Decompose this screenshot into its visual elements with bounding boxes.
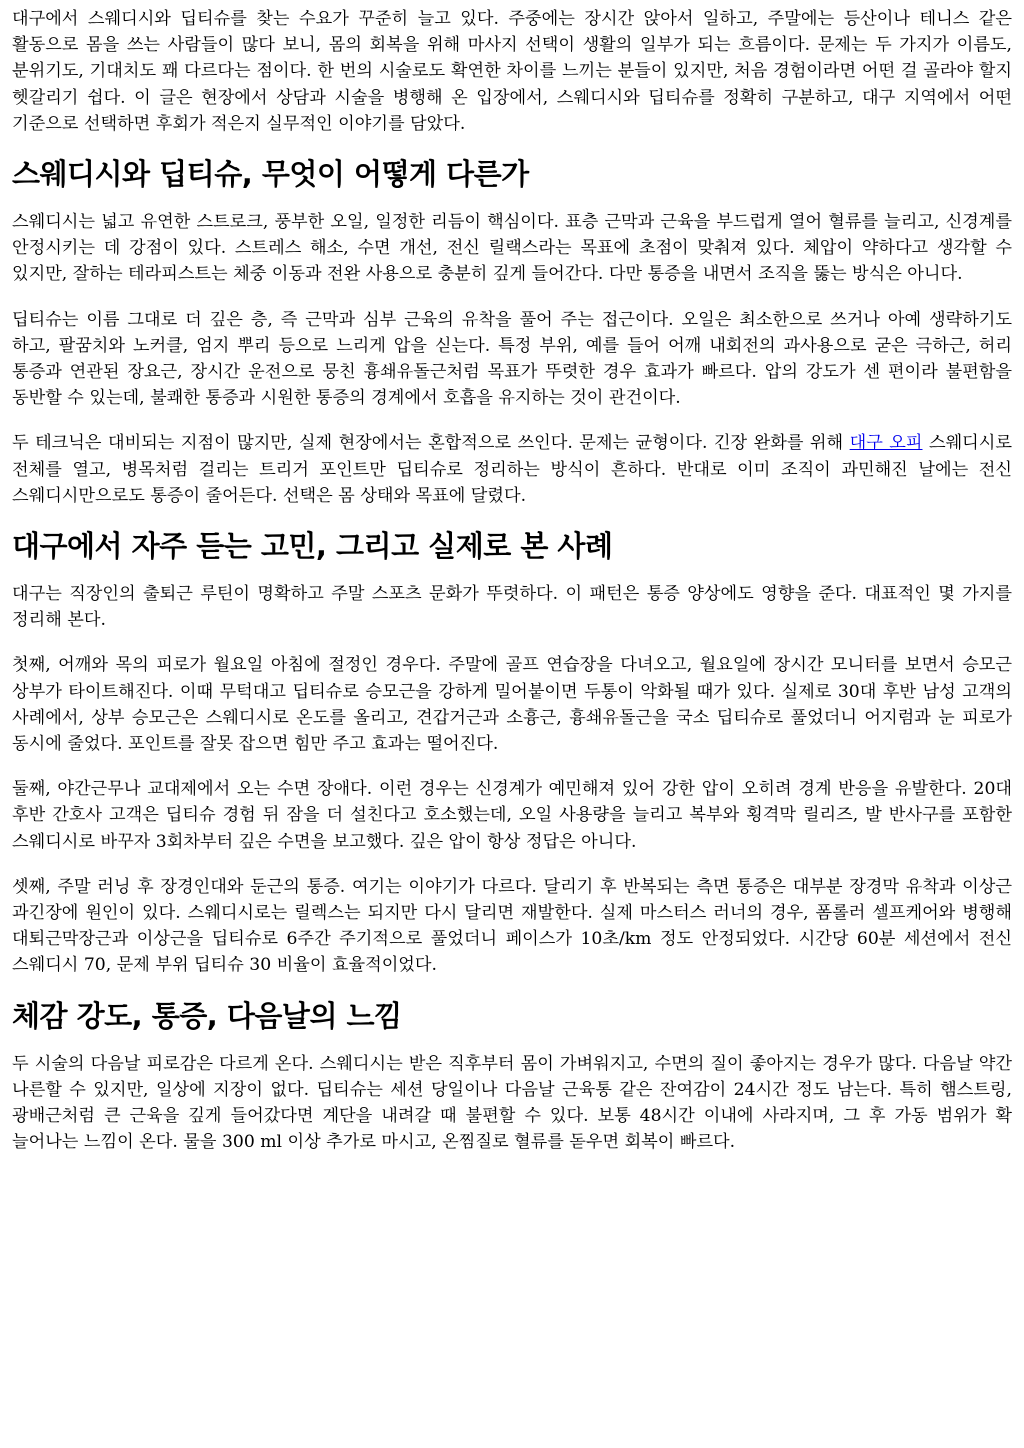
combination-text-after: 스웨디시로 전체를 열고, 병목처럼 걸리는 트리거 포인트만 딥티슈로 정리하는 방식이 흔하다. 반대로 이미 조직이 과민해진 날에는 전신 스웨디시만으로도 통증이 줄어든다. 선택은 몸 상태와 목표에 달렸다. <box>12 433 1012 506</box>
deep-tissue-paragraph: 딥티슈는 이름 그대로 더 깊은 층, 즉 근막과 심부 근육의 유착을 풀어 주는 접근이다. 오일은 최소한으로 쓰거나 아예 생략하기도 하고, 팔꿈치와 노커클, 엄지 뿌리 등으로 느리게 압을 싣는다. 특정 부위, 예를 들어 어깨 내회전의 과사용으로 굳은 극하근, 허리 통증과 연관된 장요근, 장시간 운전으로 뭉친 흉쇄유돌근처럼 목표가 뚜렷한 경우 효과가 빠르다. 압의 강도가 센 편이라 불편함을 동반할 수 있는데, 불쾌한 통증과 시원한 통증의 경계에서 호흡을 유지하는 것이 관건이다. <box>12 309 1012 409</box>
cases-intro-paragraph: 대구는 직장인의 출퇴근 루틴이 명확하고 주말 스포츠 문화가 뚜렷하다. 이 패턴은 통증 양상에도 영향을 준다. 대표적인 몇 가지를 정리해 본다. <box>12 584 1012 631</box>
section-heading-cases: 대구에서 자주 듣는 고민, 그리고 실제로 본 사례 <box>12 529 613 564</box>
case-first-paragraph: 첫째, 어깨와 목의 피로가 월요일 아침에 절정인 경우다. 주말에 골프 연습장을 다녀오고, 월요일에 장시간 모니터를 보면서 승모근 상부가 타이트해진다. 이때 무턱대고 딥티슈로 승모근을 강하게 밀어붙이면 두통이 악화될 때가 있다. 실제로 30대 후반 남성 고객의 사례에서, 상부 승모근은 스웨디시로 온도를 올리고, 견갑거근과 소흉근, 흉쇄유돌근을 국소 딥티슈로 풀었더니 어지럼과 눈 피로가 동시에 줄었다. 포인트를 잘못 잡으면 힘만 주고 효과는 떨어진다. <box>12 655 1012 755</box>
swedish-paragraph: 스웨디시는 넓고 유연한 스트로크, 풍부한 오일, 일정한 리듬이 핵심이다. 표층 근막과 근육을 부드럽게 열어 혈류를 늘리고, 신경계를 안정시키는 데 강점이 있다. 스트레스 해소, 수면 개선, 전신 릴랙스라는 목표에 초점이 맞춰져 있다. 체압이 약하다고 생각할 수 있지만, 잘하는 테라피스트는 체중 이동과 전완 사용으로 충분히 깊게 들어간다. 다만 통증을 내면서 조직을 뚫는 방식은 아니다. <box>12 212 1012 285</box>
daegu-op-link[interactable]: 대구 오피 <box>849 433 923 454</box>
case-second-paragraph: 둘째, 야간근무나 교대제에서 오는 수면 장애다. 이런 경우는 신경계가 예민해져 있어 강한 압이 오히려 경계 반응을 유발한다. 20대 후반 간호사 고객은 딥티슈 경험 뒤 잠을 더 설친다고 호소했는데, 오일 사용량을 늘리고 복부와 횡격막 릴리즈, 발 반사구를 포함한 스웨디시로 바꾸자 3회차부터 깊은 수면을 보고했다. 깊은 압이 항상 정답은 아니다. <box>12 779 1012 852</box>
combination-paragraph <box>12 430 1012 509</box>
combination-text-before: 두 테크닉은 대비되는 지점이 많지만, 실제 현장에서는 혼합적으로 쓰인다. 문제는 균형이다. 긴장 완화를 위해 <box>12 433 850 454</box>
next-day-paragraph: 두 시술의 다음날 피로감은 다르게 온다. 스웨디시는 받은 직후부터 몸이 가벼워지고, 수면의 질이 좋아지는 경우가 많다. 다음날 약간 나른할 수 있지만, 일상에 지장이 없다. 딥티슈는 세션 당일이나 다음날 근육통 같은 잔여감이 24시간 정도 남는다. 특히 햄스트링, 광배근처럼 큰 근육을 깊게 들어갔다면 계단을 내려갈 때 불편할 수 있다. 보통 48시간 이내에 사라지며, 그 후 가동 범위가 확 늘어나는 느낌이 온다. 물을 300 ml 이상 추가로 마시고, 온찜질로 혈류를 돋우면 회복이 빠르다. <box>12 1053 1012 1153</box>
intro-paragraph: 대구에서 스웨디시와 딥티슈를 찾는 수요가 꾸준히 늘고 있다. 주중에는 장시간 앉아서 일하고, 주말에는 등산이나 테니스 같은 활동으로 몸을 쓰는 사람들이 많다 보니, 몸의 회복을 위해 마사지 선택이 생활의 일부가 되는 흐름이다. 문제는 두 가지가 이름도, 분위기도, 기대치도 꽤 다르다는 점이다. 한 번의 시술로도 확연한 차이를 느끼는 분들이 있지만, 처음 경험이라면 어떤 걸 골라야 할지 헷갈리기 쉽다. 이 글은 현장에서 상담과 시술을 병행해 온 입장에서, 스웨디시와 딥티슈를 정확히 구분하고, 대구 지역에서 어떤 기준으로 선택하면 후회가 적은지 실무적인 이야기를 담았다. <box>12 9 1012 134</box>
section-heading-difference: 스웨디시와 딥티슈, 무엇이 어떻게 다른가 <box>12 157 529 192</box>
case-third-paragraph: 셋째, 주말 러닝 후 장경인대와 둔근의 통증. 여기는 이야기가 다르다. 달리기 후 반복되는 측면 통증은 대부분 장경막 유착과 이상근 과긴장에 원인이 있다. 스웨디시로는 릴렉스는 되지만 다시 달리면 재발한다. 실제 마스터스 러너의 경우, 폼롤러 셀프케어와 병행해 대퇴근막장근과 이상근을 딥티슈로 6주간 주기적으로 풀었더니 페이스가 10초/km 정도 안정되었다. 시간당 60분 세션에서 전신 스웨디시 70, 문제 부위 딥티슈 30 비율이 효율적이었다. <box>12 876 1012 976</box>
section-heading-intensity: 체감 강도, 통증, 다음날의 느낌 <box>12 998 402 1033</box>
